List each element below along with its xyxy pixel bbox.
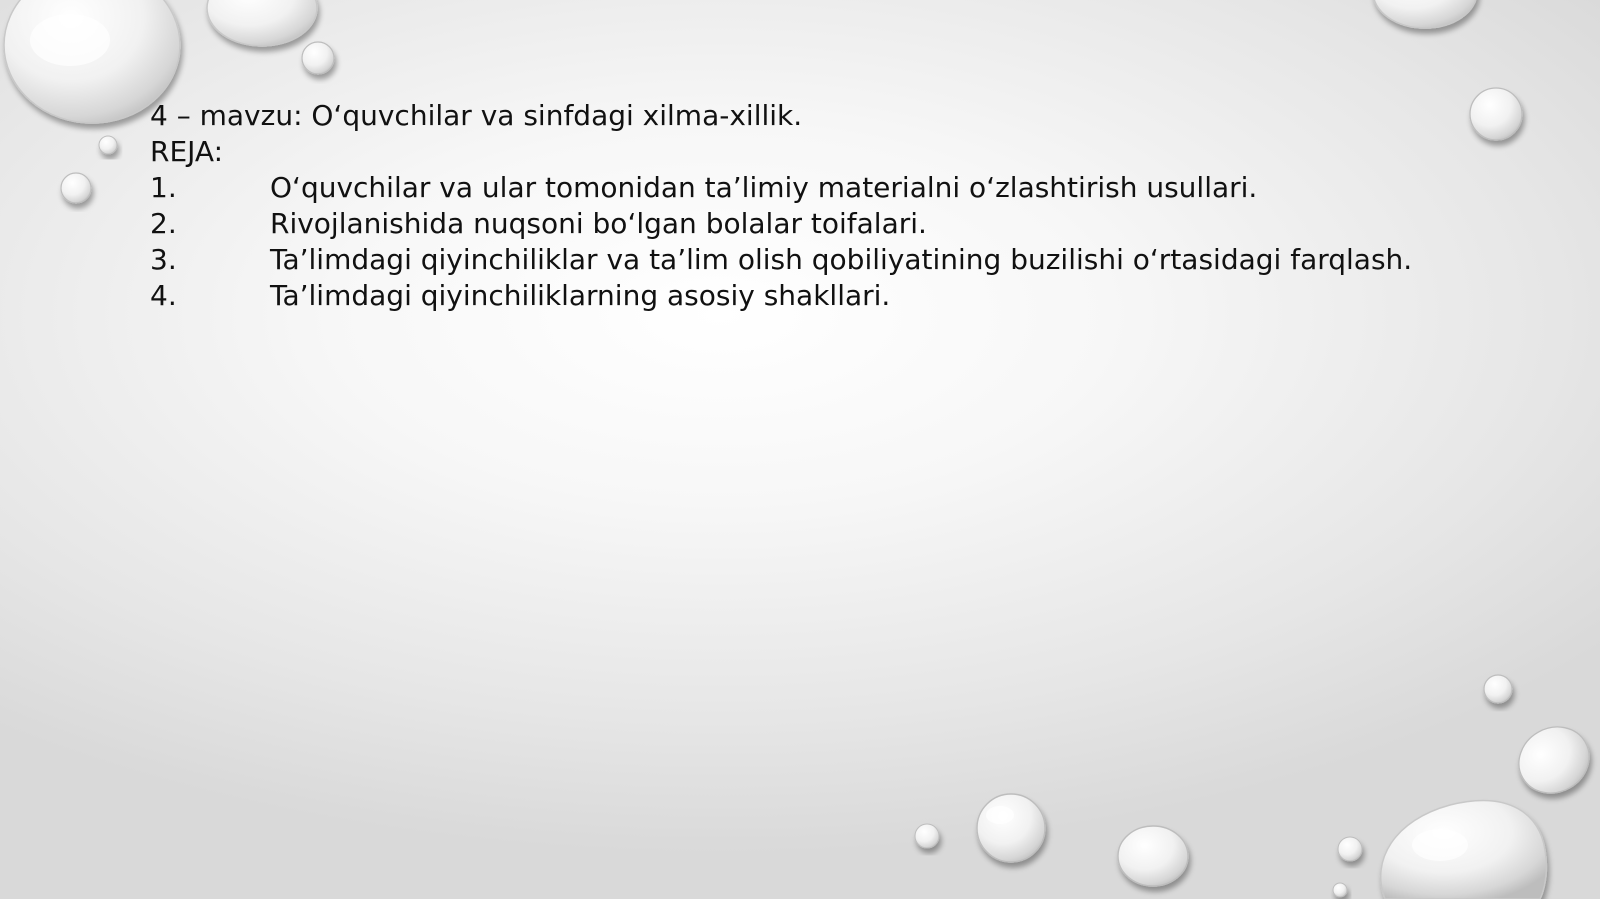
plan-item-text: O‘quvchilar va ular tomonidan ta’limiy materialni o‘zlashtirish usullari. <box>270 171 1258 204</box>
droplet-top-left-3 <box>302 42 334 74</box>
plan-item <box>150 170 1530 206</box>
plan-item <box>150 278 1530 314</box>
plan-label: REJA: <box>150 135 224 168</box>
droplet-top-left-4 <box>99 136 117 154</box>
droplet-bottom-right-tiny-1 <box>1338 837 1362 861</box>
slide-content <box>150 98 1530 314</box>
plan-item-number: 1. <box>150 171 177 204</box>
droplet-bottom-right-small <box>1484 675 1512 703</box>
plan-item-text: Ta’limdagi qiyinchiliklarning asosiy shakllari. <box>270 279 891 312</box>
droplet-bottom-center-1 <box>915 824 939 848</box>
plan-item-text: Ta’limdagi qiyinchiliklar va ta’lim olish qobiliyatining buzilishi o‘rtasidagi farqlash. <box>270 243 1413 276</box>
plan-item-text: Rivojlanishida nuqsoni bo‘lgan bolalar toifalari. <box>270 207 927 240</box>
plan-list <box>150 170 1530 314</box>
droplet-bottom-right-medium <box>1507 714 1600 805</box>
droplet-bottom-center-3 <box>1118 826 1188 886</box>
droplet-bottom-right-tiny-2 <box>1333 883 1347 897</box>
plan-item <box>150 242 1530 278</box>
plan-item <box>150 206 1530 242</box>
droplet-bottom-center-2 <box>977 794 1045 862</box>
droplet-top-left-2 <box>207 0 317 46</box>
plan-item-number: 4. <box>150 279 177 312</box>
droplet-top-right-1 <box>1373 0 1477 28</box>
plan-item-number: 2. <box>150 207 177 240</box>
plan-item-number: 3. <box>150 243 177 276</box>
droplet-top-left-5 <box>61 173 91 203</box>
droplet-bottom-right-large <box>1381 801 1547 899</box>
slide-title: 4 – mavzu: O‘quvchilar va sinfdagi xilma-xillik. <box>150 99 803 132</box>
